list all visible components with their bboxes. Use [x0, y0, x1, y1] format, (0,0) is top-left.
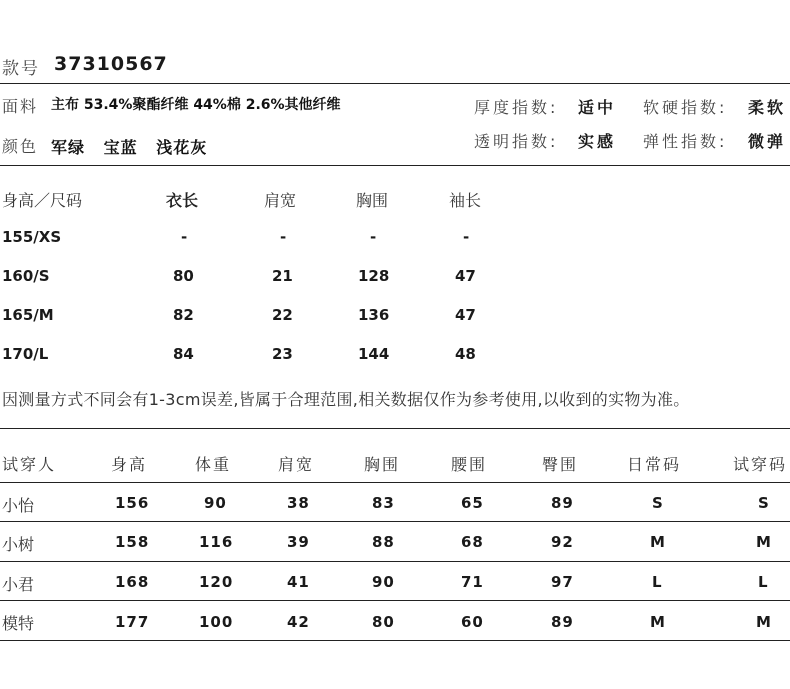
divider	[0, 561, 790, 562]
softness-index-value: 柔软	[748, 98, 787, 117]
try-cell: 90	[204, 494, 227, 512]
size-cell: -	[463, 228, 470, 246]
color-list	[51, 135, 219, 158]
size-header-chest: 胸围	[356, 191, 389, 210]
try-header-usual-size: 日常码	[627, 455, 682, 474]
transparency-index-value: 实感	[578, 132, 617, 151]
try-header-hip: 臀围	[542, 455, 579, 474]
divider	[0, 600, 790, 601]
size-cell: 23	[272, 345, 293, 363]
try-cell: 89	[551, 613, 574, 631]
softness-index-label: 软硬指数:	[643, 98, 728, 117]
size-cell: 155/XS	[2, 228, 62, 246]
try-cell: 41	[287, 573, 310, 591]
size-cell: 84	[173, 345, 194, 363]
size-cell: 170/L	[2, 345, 49, 363]
color-item: 浅花灰	[156, 138, 208, 157]
try-cell: L	[652, 573, 663, 591]
size-cell: 22	[272, 306, 293, 324]
divider	[0, 482, 790, 483]
try-cell: 97	[551, 573, 574, 591]
try-cell: 92	[551, 533, 574, 551]
color-item: 宝蓝	[103, 138, 138, 157]
size-cell: 144	[358, 345, 390, 363]
try-header-waist: 腰围	[451, 455, 488, 474]
fabric-label: 面料	[2, 97, 39, 116]
size-header-sleeve: 袖长	[449, 191, 482, 210]
color-label: 颜色	[2, 137, 39, 156]
try-person-name: 小怡	[2, 496, 35, 515]
try-cell: 65	[461, 494, 484, 512]
try-cell: 42	[287, 613, 310, 631]
try-cell: 158	[115, 533, 150, 551]
size-cell: 80	[173, 267, 194, 285]
try-cell: 100	[199, 613, 234, 631]
product-code-label: 款号	[2, 59, 40, 79]
try-cell: 177	[115, 613, 150, 631]
try-cell: 80	[372, 613, 395, 631]
product-code: 37310567	[54, 53, 168, 75]
try-cell: M	[756, 613, 772, 631]
try-cell: M	[650, 533, 666, 551]
try-header-weight: 体重	[195, 455, 232, 474]
try-cell: M	[756, 533, 772, 551]
size-cell: 82	[173, 306, 194, 324]
try-cell: 39	[287, 533, 310, 551]
size-cell: 136	[358, 306, 390, 324]
try-cell: 38	[287, 494, 310, 512]
transparency-index-label: 透明指数:	[474, 132, 559, 151]
divider	[0, 428, 790, 429]
size-cell: -	[280, 228, 287, 246]
try-cell: 168	[115, 573, 150, 591]
try-cell: 116	[199, 533, 234, 551]
try-header-person: 试穿人	[2, 455, 57, 474]
try-person-name: 小君	[2, 575, 35, 594]
try-cell: 83	[372, 494, 395, 512]
elasticity-index-value: 微弹	[748, 132, 787, 151]
size-cell: 21	[272, 267, 293, 285]
try-cell: 60	[461, 613, 484, 631]
try-cell: 90	[372, 573, 395, 591]
try-header-tried-size: 试穿码	[733, 455, 788, 474]
try-header-shoulder: 肩宽	[278, 455, 315, 474]
size-cell: 48	[455, 345, 476, 363]
size-cell: -	[370, 228, 377, 246]
size-cell: -	[181, 228, 188, 246]
try-cell: S	[652, 494, 664, 512]
try-cell: 89	[551, 494, 574, 512]
measurement-note: 因测量方式不同会有1-3cm误差,皆属于合理范围,相关数据仅作为参考使用,以收到的实物为准。	[2, 390, 690, 409]
thickness-index-value: 适中	[578, 98, 617, 117]
size-header-length: 衣长	[166, 191, 199, 210]
divider	[0, 640, 790, 641]
try-cell: 71	[461, 573, 484, 591]
divider	[0, 83, 790, 84]
size-cell: 47	[455, 306, 476, 324]
try-header-chest: 胸围	[364, 455, 401, 474]
size-cell: 160/S	[2, 267, 50, 285]
try-header-height: 身高	[111, 455, 148, 474]
size-header-shoulder: 肩宽	[264, 191, 297, 210]
divider	[0, 165, 790, 166]
try-person-name: 小树	[2, 535, 35, 554]
try-cell: 88	[372, 533, 395, 551]
try-cell: M	[650, 613, 666, 631]
try-cell: S	[758, 494, 770, 512]
color-item: 军绿	[51, 138, 86, 157]
try-cell: L	[758, 573, 769, 591]
try-cell: 156	[115, 494, 150, 512]
thickness-index-label: 厚度指数:	[474, 98, 559, 117]
size-header-height-size: 身高／尺码	[2, 191, 83, 210]
try-person-name: 模特	[2, 614, 35, 633]
fabric-value: 主布 53.4%聚酯纤维 44%棉 2.6%其他纤维	[51, 97, 341, 113]
elasticity-index-label: 弹性指数:	[643, 132, 728, 151]
size-cell: 47	[455, 267, 476, 285]
size-cell: 128	[358, 267, 390, 285]
try-cell: 120	[199, 573, 234, 591]
size-cell: 165/M	[2, 306, 54, 324]
divider	[0, 521, 790, 522]
try-cell: 68	[461, 533, 484, 551]
